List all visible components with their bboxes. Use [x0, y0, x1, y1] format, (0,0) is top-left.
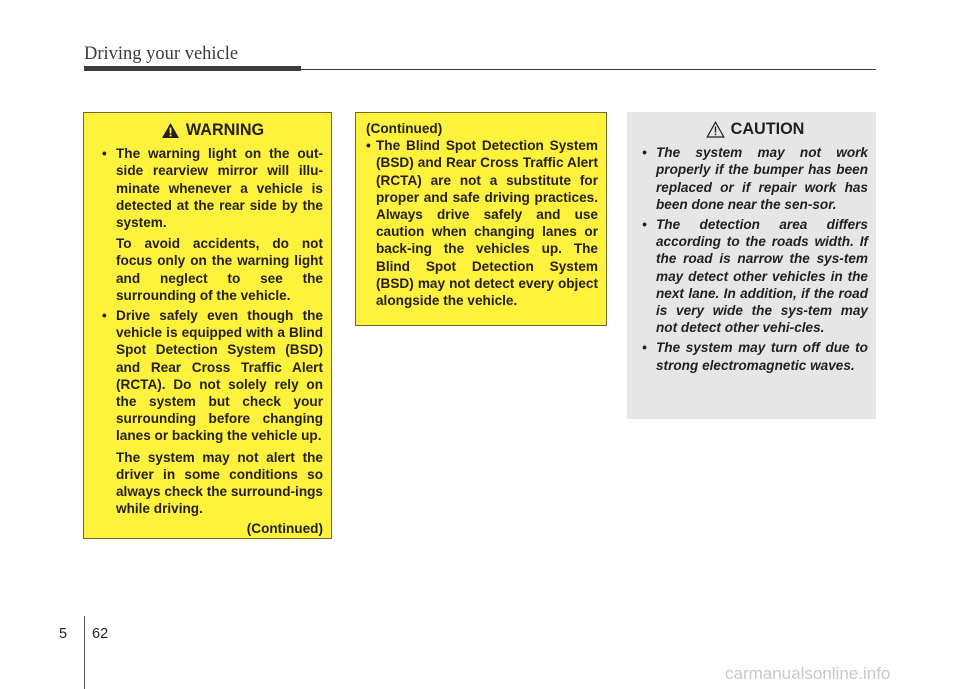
continued-label: (Continued)	[246, 521, 323, 537]
warning-continued-box	[355, 112, 607, 326]
page-header-title: Driving your vehicle	[84, 44, 239, 64]
header-rule	[84, 66, 301, 71]
warning-item: • Drive safely even though the vehicle is equipped with a Blind Spot Detection System (BSD) and Rear Cross Traffic Alert (RCTA). Do not solely rely on the system but check your surrounding before changing lanes or backing the vehicle up.	[102, 307, 323, 445]
warning-item: • The warning light on the out-side rearview mirror will illu-minate whenever a vehicle is detected at the rear side by the system.	[102, 145, 323, 231]
header-rule-thin	[301, 69, 876, 71]
chapter-number: 5	[59, 626, 68, 642]
warning-triangle-icon	[161, 122, 180, 139]
caution-list	[642, 144, 868, 374]
continued-item: • The Blind Spot Detection System (BSD) and Rear Cross Traffic Alert (RCTA) are not a substitute for proper and safe driving practices. Always drive safely and use caution when changing lanes or back-ing the vehicles up. The Blind Spot Detection System (BSD) may not detect every object alongside the vehicle.	[366, 137, 598, 309]
warning-paragraph: To avoid accidents, do not focus only on the warning light and neglect to see the surrounding of the vehicle.	[116, 236, 323, 303]
watermark: carmanualsonline.info	[725, 664, 891, 683]
warning-paragraph: The system may not alert the driver in some conditions so always check the surround-ings while driving.	[116, 449, 323, 517]
caution-item: • The system may not work properly if the bumper has been replaced or if repair work has been done near the sen-sor.	[642, 144, 868, 213]
caution-item: • The detection area differs according to the roads width. If the road is narrow the sys-tem may detect other vehicles in the next lane. In addition, if the road is very wide the sys-tem may not detect other vehi-cles.	[642, 216, 868, 336]
footer-rule	[84, 616, 85, 689]
page-number: 62	[92, 626, 109, 642]
caution-title-text: CAUTION	[730, 120, 805, 138]
caution-item: • The system may turn off due to strong electromagnetic waves.	[642, 339, 868, 373]
warning-title	[102, 122, 323, 139]
continued-label: (Continued)	[366, 121, 443, 136]
continued-list	[366, 137, 598, 309]
caution-title	[642, 121, 868, 138]
warning-list	[102, 145, 323, 517]
warning-box	[83, 112, 332, 539]
caution-triangle-icon	[706, 121, 725, 138]
warning-title-text: WARNING	[185, 121, 265, 139]
caution-box	[627, 112, 876, 419]
